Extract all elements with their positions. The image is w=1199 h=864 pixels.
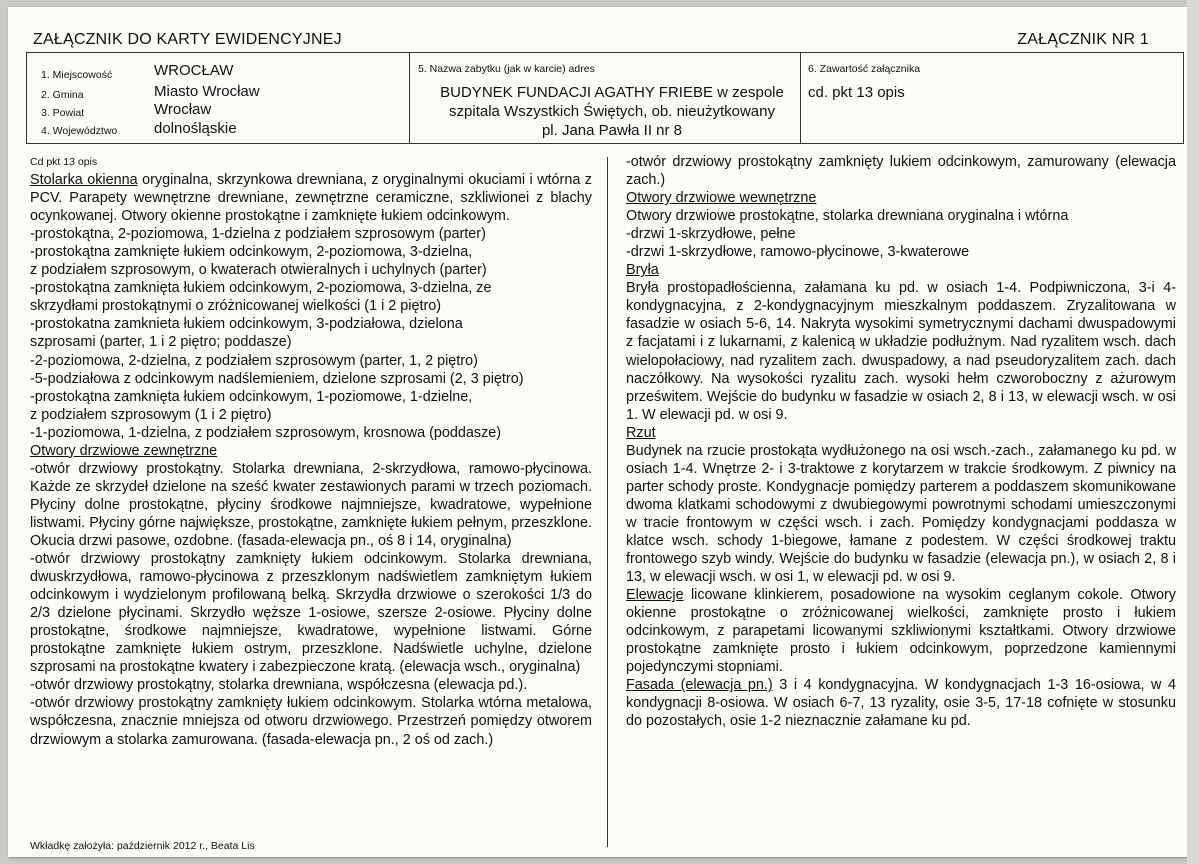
section-heading: Otwory drzwiowe wewnętrzne xyxy=(626,190,817,207)
paragraph-text: oryginalna, skrzynkowa drewniana, z oryginalnymi okuciami i wtórna z PCV. Parapety wewnętrzne drewniane, zewnętrzne ceramiczne, szkliwionei z blachy ocynkowanej. Otwory okienne prostokątne i zamknięte łukiem odcinkowym. xyxy=(30,172,592,225)
attachment-header-title: ZAŁĄCZNIK DO KARTY EWIDENCYJNEJ xyxy=(33,31,342,48)
section-heading: Otwory drzwiowe zewnętrzne xyxy=(30,442,218,459)
elevations-paragraph xyxy=(626,586,1176,676)
right-column xyxy=(626,153,1176,731)
left-column xyxy=(30,153,592,749)
list-item: -prostokątna, 2-poziomowa, 1-dzielna z podziałem szprosowym (parter) xyxy=(30,226,486,243)
paragraph-text: Budynek na rzucie prostokąta wydłużonego na osi wsch.-zach., załamanego ku pd. w osiach 1-4. Wnętrze 2- i 3-traktowe z korytarzem w trakcie środkowym. Z piwnicy na parter schody proste. Kondygnacje pomiędzy parterem a poddaszem skomunikowane dwoma klatkami schodowymi z dwubiegowymi powrotnymi schodami umieszczonymi w tracie frontowym w części wsch. i zach. Pomiędzy kondygnacjami poddasza w klatce wsch. schody 1-biegowe, łamane z podestem. W części środkowej traktu frontowego szyb windy. Wejście do budynku w fasadzie (elewacja pn.), w osiach 2, 8 i 13, w elewacji wsch. w osi 1, w elewacji pd. w osi 9. xyxy=(626,442,1176,586)
column-divider xyxy=(607,157,608,847)
list-item: -drzwi 1-skrzydłowe, ramowo-płycinowe, 3-kwaterowe xyxy=(626,244,970,261)
gmina-label: 2. Gmina xyxy=(41,89,84,101)
author-footer: Wkładkę założyła: październik 2012 r., Beata Lis xyxy=(30,840,255,852)
wojewodztwo-label: 4. Województwo xyxy=(41,125,118,137)
gmina-value: Miasto Wrocław xyxy=(154,83,260,100)
contents-value: cd. pkt 13 opis xyxy=(808,84,905,101)
paragraph-text: licowane klinkierem, posadowione na wysokim ceglanym cokole. Otwory okienne prostokątne o zróżnicowanej wielkości, zamknięte prosto i łukiem odcinkowym, z parapetami licowanymi szkliwionymi kształtkami. Otwory drzwiowe prostokątne zamknięte prosto i łukiem odcinkowym, poprzedzone kamiennymi pojedynczymi stopniami. xyxy=(626,587,1176,676)
section-heading: Rzut xyxy=(626,424,656,441)
section-heading: Elewacje xyxy=(626,587,684,604)
monument-name-label: 5. Nazwa zabytku (jak w karcie) adres xyxy=(418,63,595,75)
monument-name-value xyxy=(417,83,807,140)
list-item: z podziałem szprosowym (1 i 2 piętro) xyxy=(30,406,272,423)
list-item: z podziałem szprosowym, o kwaterach otwieralnych i uchylnych (parter) xyxy=(30,262,487,279)
wojewodztwo-value: dolnośląskie xyxy=(154,120,237,137)
monument-line: pl. Jana Pawła II nr 8 xyxy=(541,122,683,139)
paragraph-text: -otwór drzwiowy prostokątny. Stolarka drewniana, 2-skrzydłowa, ramowo-płycinowa. Każde ze skrzydeł dzielone na sześć kwater zestawionych parami w trzech poziomach. Płyciny dolne prostokątne, płyciny środkowe najmniejsze, kwadratowe, wypełnione listwami. Płyciny górne największe, prostokątne, zamknięte łukiem pełnym, przeszklone. Okucia drzwi pasowe, ozdobne. (fasada-elewacja pn., oś 8 i 14, oryginalna) xyxy=(30,460,592,549)
monument-line: BUDYNEK FUNDACJI AGATHY FRIEBE w zespole xyxy=(440,84,784,101)
monument-line: szpitala Wszystkich Świętych, ob. nieużytkowany xyxy=(449,103,775,120)
list-item: -5-podziałowa z odcinkowym nadślemieniem, dzielone szprosami (2, 3 piętro) xyxy=(30,370,524,387)
list-item: szprosami (parter, 1 i 2 piętro; poddasze) xyxy=(30,334,292,351)
powiat-label: 3. Powiat xyxy=(41,107,85,119)
list-item: skrzydłami prostokątnymi o zróżnicowanej wielkości (1 i 2 piętro) xyxy=(30,298,442,315)
attachment-card xyxy=(8,7,1187,857)
paragraph-text: -otwór drzwiowy prostokątny, stolarka drewniana, współczesna (elewacja pd.). xyxy=(30,677,528,694)
contents-label: 6. Zawartość załącznika xyxy=(808,63,921,75)
list-item: -drzwi 1-skrzydłowe, pełne xyxy=(626,226,796,243)
paragraph-text: Bryła prostopadłościenna, załamana ku pd. w osiach 1-4. Podpiwniczona, 3-i 4- kondygnacyjna, z 2-kondygnacyjnym mieszkalnym poddaszem. Zryzalitowana w fasadzie w osiach 5-6, 14. Nakryta wysokimi symetrycznymi dachami dwuspadowymi z facjatami i z lukarnami, z kalenicą w układzie podłużnym. Nad ryzalitem wsch. dach wielopołaciowy, nad ryzalitem zach. dwuspadowy, a nad pseudoryzalitem zach. dach naczółkowy. Na wysokości ryzalitu zach. wysoki hełm czworoboczny z ażurowym prześwitem. Wejście do budynku w fasadzie w osiach 2, 8 i 13, w elewacji wsch. w osi 1. W elewacji pd. w osi 9. xyxy=(626,280,1176,423)
paragraph-text: -otwór drzwiowy prostokątny zamknięty łukiem odcinkowym. Stolarka wtórna metalowa, współczesna, znacznie mniejsza od otworu drzwiowego. Przestrzeń pomiędzy otworem drzwiowym a stolarka zamurowana. (fasada-elewacja pn., 2 oś od zach.) xyxy=(30,695,592,748)
facade-paragraph xyxy=(626,676,1176,730)
miejscowosc-label: 1. Miejscowość xyxy=(41,69,113,81)
attachment-number: ZAŁĄCZNIK NR 1 xyxy=(1017,31,1149,48)
paragraph-text: -otwór drzwiowy prostokątny zamknięty łukiem odcinkowym. Stolarka drewniana, dwuskrzydłowa, ramowo-płycinowa z przeszklonym nadświetlem zamkniętym łukiem odcinkowym i wydzielonym profilowaną belką. Skrzydła drzwiowe o szerokości 1/3 do 2/3 dzielone płycinami. Skrzydło węższe 1-osiowe, szersze 2-osiowe. Płyciny dolne prostokątne, środkowe najmniejsze, kwadratowe, wypełnione listwami. Górne prostokątne zamknięte łukiem ostrym, przeszklone. Nadświetle uchylne, dzielone szprosami na prostokątne kwatery i zabezpieczone kratą. (elewacja wsch., oryginalna) xyxy=(30,551,592,676)
list-item: -prostokątna zamknięta łukiem odcinkowym, 2-poziomowa, 3-dzielna, ze xyxy=(30,280,492,297)
paragraph-text: 3 i 4 kondygnacyjna. W kondygnacjach 1-3 16-osiowa, w 4 kondygnacji 8-osiowa. W osiach 6-7, 13 ryzality, osie 3-5, 17-18 cofnięte w stosunku do pozostałych, osie 1-2 nieznacznie załamane ku pd. xyxy=(626,677,1176,730)
section-heading: Fasada (elewacja pn.) xyxy=(626,677,773,694)
list-item: -prostokątna zamknięte łukiem odcinkowym, 2-poziomowa, 3-dzielna, xyxy=(30,244,473,261)
miejscowosc-value: WROCŁAW xyxy=(154,62,234,79)
table-divider xyxy=(409,53,410,143)
list-item: -2-poziomowa, 2-dzielna, z podziałem szprosowym (parter, 1, 2 piętro) xyxy=(30,352,478,369)
list-item: -prostokątna zamknięta łukiem odcinkowym, 1-poziomowe, 1-dzielne, xyxy=(30,388,473,405)
powiat-value: Wrocław xyxy=(154,101,212,118)
list-item: Otwory drzwiowe prostokątne, stolarka drewniana oryginalna i wtórna xyxy=(626,208,1069,225)
continuation-note: Cd pkt 13 opis xyxy=(30,156,98,168)
list-item: -prostokatna zamknieta łukiem odcinkowym, 3-podziałowa, dzielona xyxy=(30,316,463,333)
scan-edge xyxy=(1187,0,1199,864)
window-joinery-paragraph xyxy=(30,171,592,225)
section-heading: Bryła xyxy=(626,262,659,279)
section-heading: Stolarka okienna xyxy=(30,172,138,189)
paragraph-text: -otwór drzwiowy prostokątny zamknięty lukiem odcinkowym, zamurowany (elewacja zach.) xyxy=(626,154,1176,189)
identification-table xyxy=(26,52,1184,144)
list-item: -1-poziomowa, 1-dzielna, z podziałem szprosowym, krosnowa (poddasze) xyxy=(30,424,502,441)
